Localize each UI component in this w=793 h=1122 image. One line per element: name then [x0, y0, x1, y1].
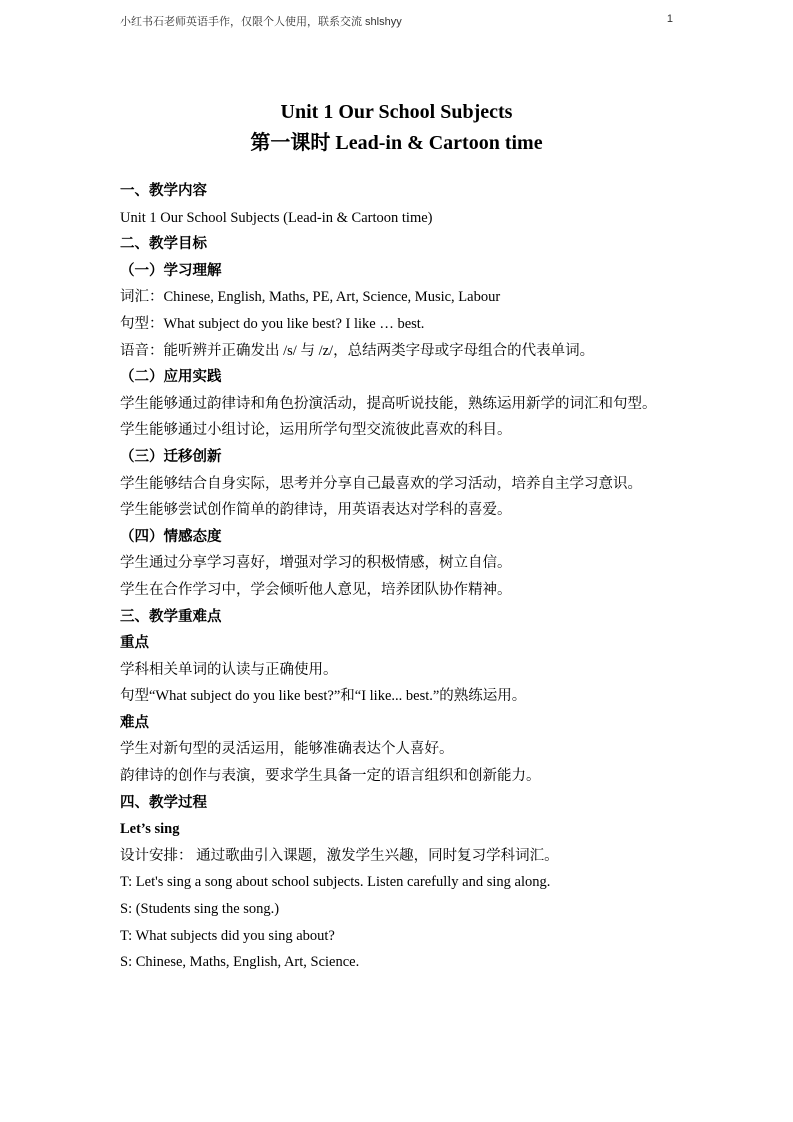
body-line: 韵律诗的创作与表演，要求学生具备一定的语言组织和创新能力。	[120, 768, 541, 785]
section-heading: 四、教学过程	[120, 794, 207, 811]
body-line: 学生能够通过小组讨论，运用所学句型交流彼此喜欢的科目。	[120, 422, 512, 439]
body-line: 学生能够尝试创作简单的韵律诗，用英语表达对学科的喜爱。	[120, 502, 512, 519]
body-line: S: (Students sing the song.)	[120, 901, 280, 918]
page-subtitle: 第一课时 Lead-in & Cartoon time	[250, 132, 543, 154]
body-line: T: Let's sing a song about school subjects. Listen carefully and sing along.	[120, 874, 551, 891]
section-heading: 一、教学内容	[120, 183, 207, 199]
body-line: S: Chinese, Maths, English, Art, Science.	[120, 954, 360, 971]
section-heading: （一）学习理解	[120, 262, 222, 279]
body-line: 句型“What subject do you like best?”和“I like... best.”的熟练运用。	[120, 688, 527, 705]
body-line: 词汇：Chinese, English, Maths, PE, Art, Science, Music, Labour	[120, 289, 501, 306]
section-heading: （二）应用实践	[120, 369, 222, 386]
body-line: 学生能够通过韵律诗和角色扮演活动，提高听说技能，熟练运用新学的词汇和句型。	[120, 395, 657, 412]
body-line: 学生对新句型的灵活运用，能够准确表达个人喜好。	[120, 741, 454, 758]
title-block	[0, 97, 793, 159]
document-body	[120, 178, 680, 976]
page-number: 1	[666, 13, 673, 25]
body-line: 句型：What subject do you like best? I like … best.	[120, 315, 425, 332]
section-heading: （三）迁移创新	[120, 448, 222, 465]
section-heading: 二、教学目标	[120, 236, 207, 253]
body-line: 学生通过分享学习喜好，增强对学习的积极情感，树立自信。	[120, 555, 512, 572]
section-heading: 难点	[120, 714, 149, 731]
body-line: 学生能够结合自身实际，思考并分享自己最喜欢的学习活动，培养自主学习意识。	[120, 475, 642, 492]
body-line: 语音：能听辨并正确发出 /s/ 与 /z/，总结两类字母或字母组合的代表单词。	[120, 342, 595, 359]
section-heading: （四）情感态度	[120, 528, 222, 545]
section-heading: 重点	[120, 635, 149, 652]
body-line: 学科相关单词的认读与正确使用。	[120, 661, 338, 678]
body-line: 设计安排： 通过歌曲引入课题，激发学生兴趣，同时复习学科词汇。	[120, 847, 559, 864]
body-line: Unit 1 Our School Subjects (Lead-in & Cartoon time)	[120, 209, 433, 226]
page-title: Unit 1 Our School Subjects	[280, 101, 513, 123]
header-note: 小红书石老师英语手作，仅限个人使用，联系交流 shlshyy	[120, 16, 402, 28]
body-line: 学生在合作学习中，学会倾听他人意见，培养团队协作精神。	[120, 581, 512, 598]
section-heading: Let’s sing	[120, 821, 180, 838]
body-line: T: What subjects did you sing about?	[120, 927, 335, 944]
section-heading: 三、教学重难点	[120, 608, 222, 625]
